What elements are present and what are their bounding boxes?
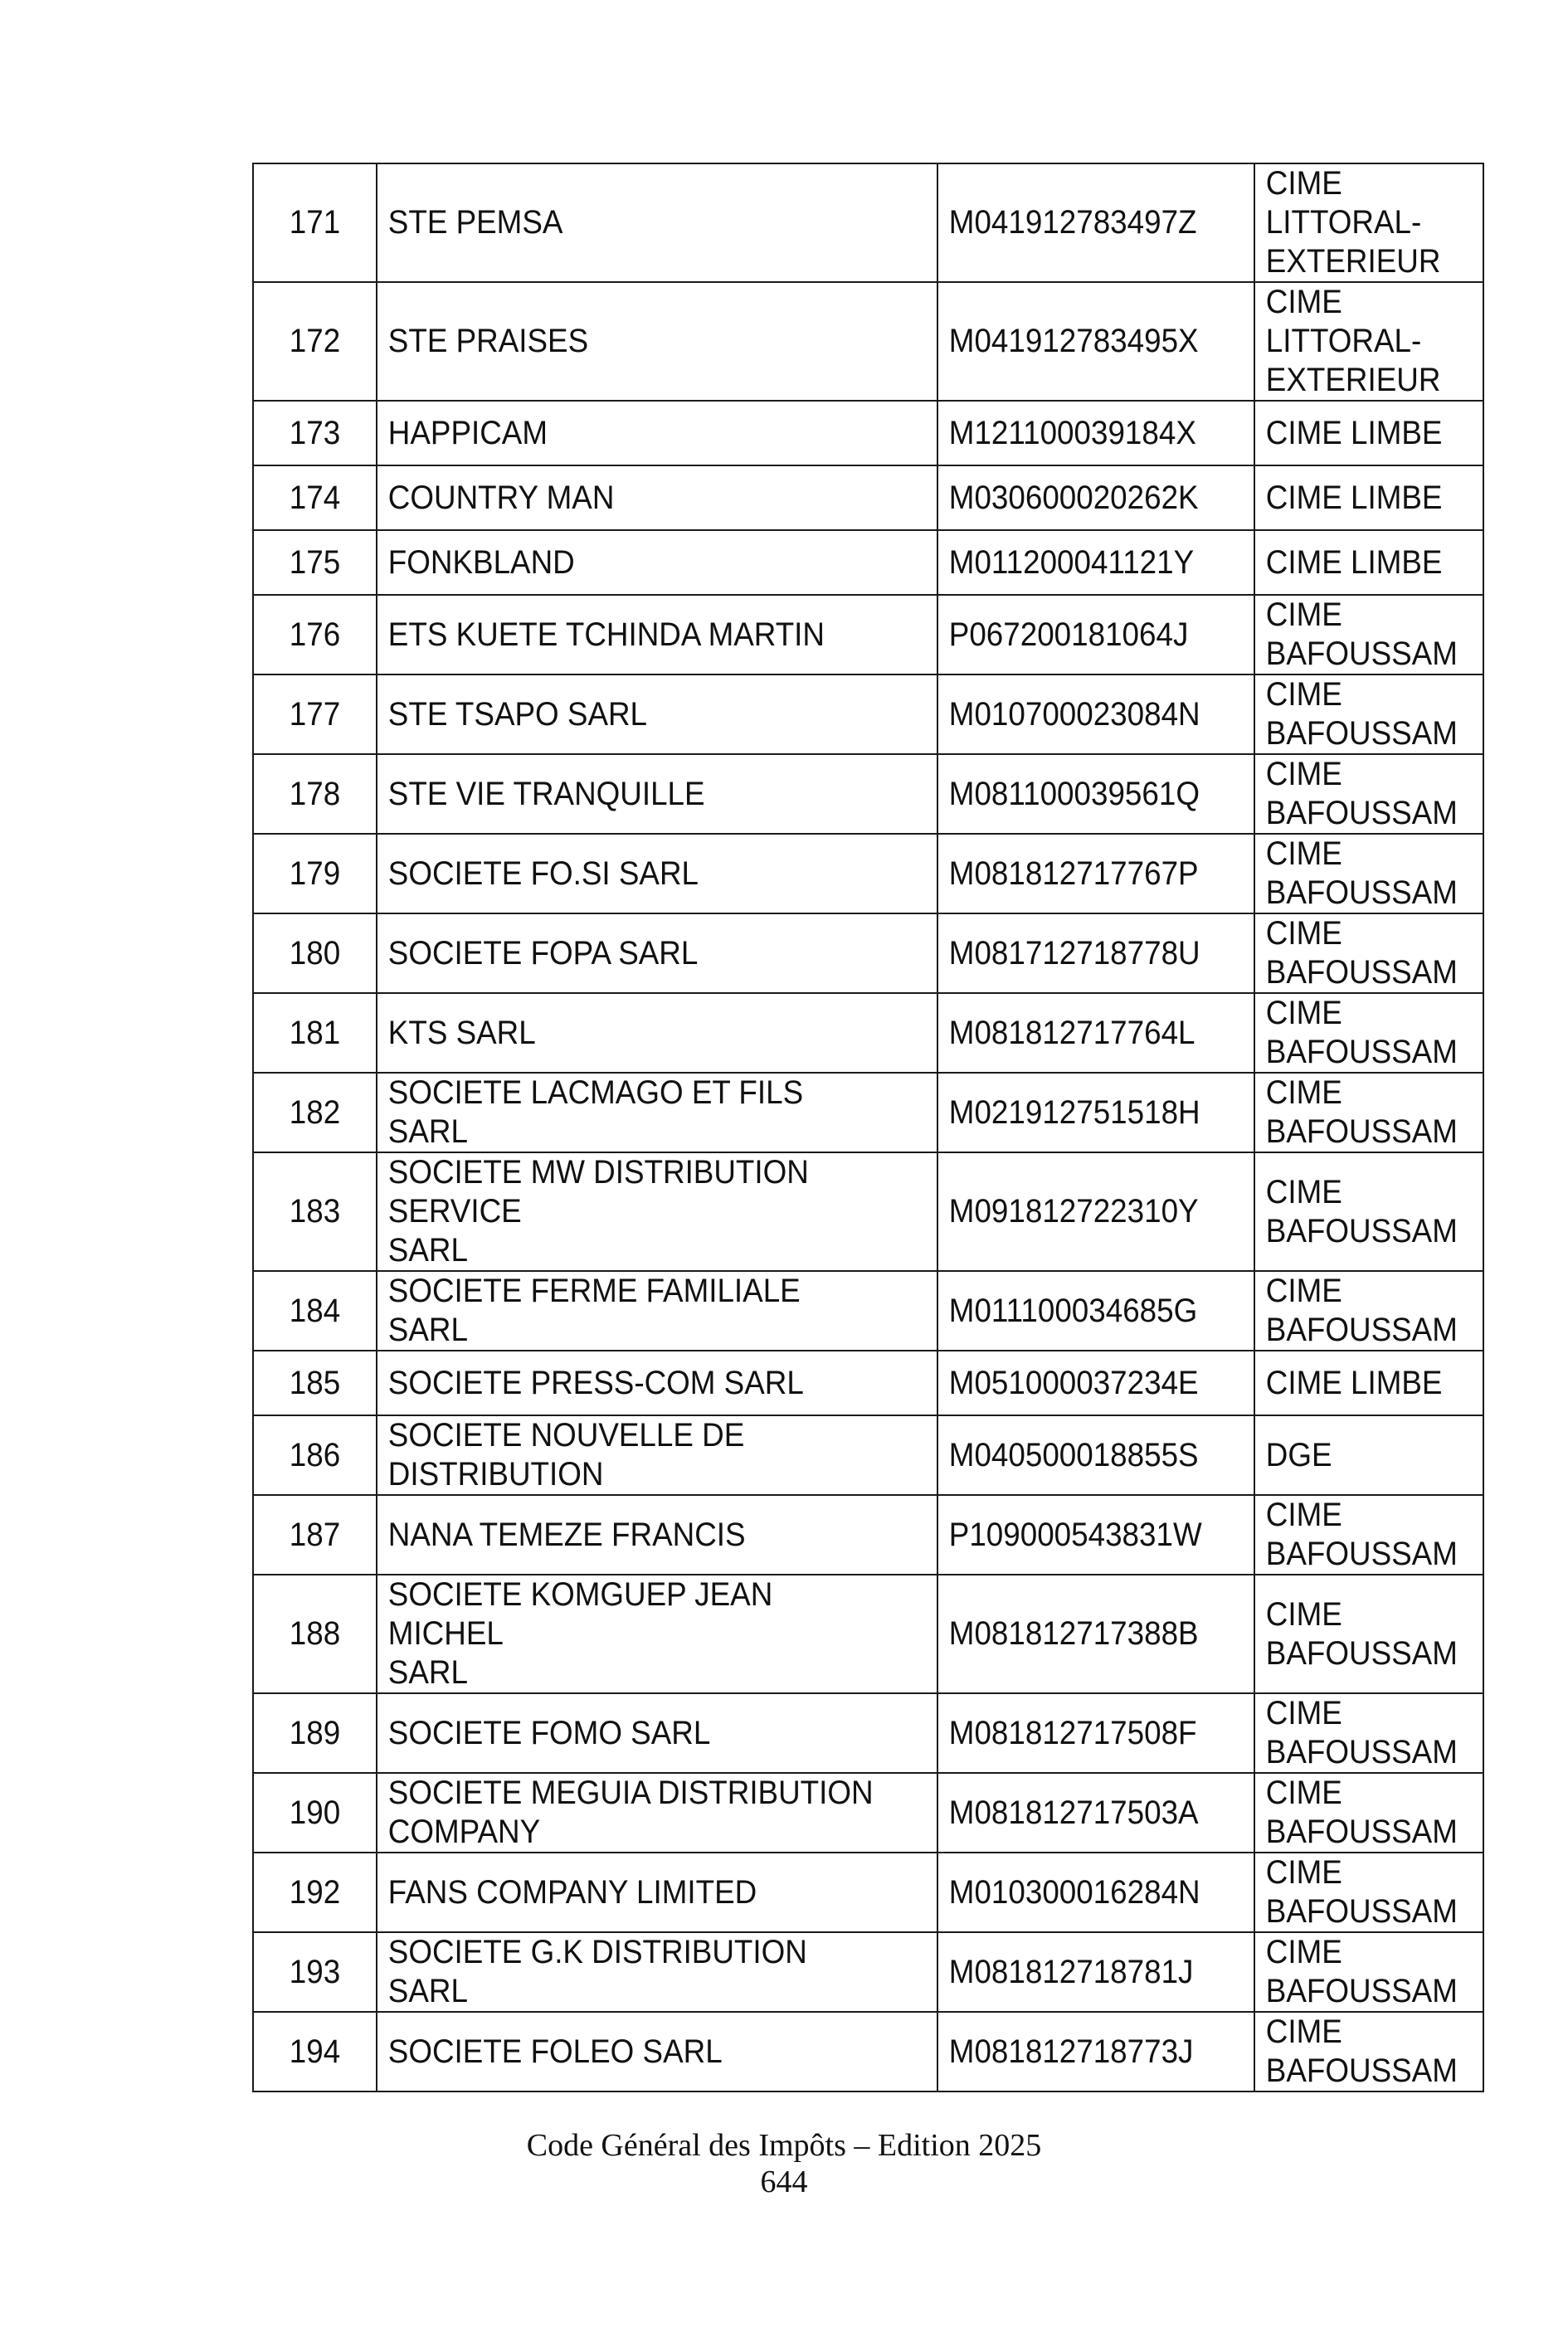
company-name-cell: NANA TEMEZE FRANCIS bbox=[377, 1495, 893, 1575]
company-name-cell: KTS SARL bbox=[377, 993, 893, 1073]
tax-id-cell: M081812718781J bbox=[937, 1932, 1229, 2012]
table-row bbox=[253, 2012, 1483, 2091]
company-name-cell: COUNTRY MAN bbox=[377, 465, 893, 530]
tax-centre-cell: DGE bbox=[1254, 1415, 1465, 1495]
tax-centre-cell: CIME BAFOUSSAM bbox=[1254, 1271, 1465, 1351]
row-number-cell: 177 bbox=[258, 674, 372, 754]
company-name-cell: SOCIETE FO.SI SARL bbox=[377, 834, 893, 913]
tax-centre-cell: CIME BAFOUSSAM bbox=[1254, 1932, 1465, 2012]
table-row bbox=[253, 1152, 1483, 1271]
company-name-cell: SOCIETE LACMAGO ET FILS SARL bbox=[377, 1073, 893, 1152]
table-row bbox=[253, 1351, 1483, 1415]
table-row bbox=[253, 1693, 1483, 1773]
tax-id-cell: M081100039561Q bbox=[937, 754, 1229, 834]
tax-centre-cell: CIME LITTORAL- EXTERIEUR bbox=[1254, 163, 1465, 282]
row-number-cell: 171 bbox=[258, 163, 372, 282]
company-name-cell: SOCIETE FOPA SARL bbox=[377, 913, 893, 993]
table-row bbox=[253, 913, 1483, 993]
tax-id-cell: P109000543831W bbox=[937, 1495, 1229, 1575]
table-row bbox=[253, 530, 1483, 595]
row-number-cell: 176 bbox=[258, 595, 372, 674]
tax-id-cell: M030600020262K bbox=[937, 465, 1229, 530]
table-row bbox=[253, 1495, 1483, 1575]
table-row bbox=[253, 1073, 1483, 1152]
tax-id-cell: M040500018855S bbox=[937, 1415, 1229, 1495]
tax-centre-cell: CIME BAFOUSSAM bbox=[1254, 993, 1465, 1073]
row-number-cell: 182 bbox=[258, 1073, 372, 1152]
company-name-cell: STE PRAISES bbox=[377, 282, 893, 401]
tax-id-cell: M041912783497Z bbox=[937, 163, 1229, 282]
company-name-cell: SOCIETE KOMGUEP JEAN MICHEL SARL bbox=[377, 1575, 893, 1693]
tax-centre-cell: CIME LIMBE bbox=[1254, 530, 1465, 595]
table-row bbox=[253, 674, 1483, 754]
tax-centre-cell: CIME BAFOUSSAM bbox=[1254, 595, 1465, 674]
company-name-cell: FANS COMPANY LIMITED bbox=[377, 1853, 893, 1932]
tax-centre-cell: CIME BAFOUSSAM bbox=[1254, 674, 1465, 754]
row-number-cell: 173 bbox=[258, 401, 372, 465]
tax-centre-cell: CIME LITTORAL- EXTERIEUR bbox=[1254, 282, 1465, 401]
row-number-cell: 192 bbox=[258, 1853, 372, 1932]
company-name-cell: STE VIE TRANQUILLE bbox=[377, 754, 893, 834]
row-number-cell: 172 bbox=[258, 282, 372, 401]
tax-centre-cell: CIME BAFOUSSAM bbox=[1254, 1152, 1465, 1271]
company-name-cell: ETS KUETE TCHINDA MARTIN bbox=[377, 595, 893, 674]
table-row bbox=[253, 834, 1483, 913]
tax-id-cell: M091812722310Y bbox=[937, 1152, 1229, 1271]
page-footer bbox=[0, 2127, 1568, 2200]
row-number-cell: 194 bbox=[258, 2012, 372, 2091]
row-number-cell: 186 bbox=[258, 1415, 372, 1495]
tax-id-cell: M011200041121Y bbox=[937, 530, 1229, 595]
tax-id-cell: M081812717508F bbox=[937, 1693, 1229, 1773]
table-row bbox=[253, 993, 1483, 1073]
tax-id-cell: M081812717503A bbox=[937, 1773, 1229, 1853]
taxpayer-table-container bbox=[252, 163, 1483, 2092]
row-number-cell: 190 bbox=[258, 1773, 372, 1853]
tax-id-cell: M081812718773J bbox=[937, 2012, 1229, 2091]
table-row bbox=[253, 1575, 1483, 1693]
taxpayer-table bbox=[252, 163, 1484, 2092]
table-row bbox=[253, 1932, 1483, 2012]
tax-centre-cell: CIME LIMBE bbox=[1254, 465, 1465, 530]
row-number-cell: 184 bbox=[258, 1271, 372, 1351]
tax-id-cell: M051000037234E bbox=[937, 1351, 1229, 1415]
tax-id-cell: P067200181064J bbox=[937, 595, 1229, 674]
company-name-cell: SOCIETE FOLEO SARL bbox=[377, 2012, 893, 2091]
tax-centre-cell: CIME BAFOUSSAM bbox=[1254, 1073, 1465, 1152]
tax-id-cell: M041912783495X bbox=[937, 282, 1229, 401]
tax-id-cell: M021912751518H bbox=[937, 1073, 1229, 1152]
row-number-cell: 181 bbox=[258, 993, 372, 1073]
company-name-cell: SOCIETE NOUVELLE DE DISTRIBUTION bbox=[377, 1415, 893, 1495]
table-row bbox=[253, 1271, 1483, 1351]
tax-centre-cell: CIME BAFOUSSAM bbox=[1254, 834, 1465, 913]
tax-id-cell: M081812717764L bbox=[937, 993, 1229, 1073]
company-name-cell: SOCIETE G.K DISTRIBUTION SARL bbox=[377, 1932, 893, 2012]
company-name-cell: HAPPICAM bbox=[377, 401, 893, 465]
tax-id-cell: M081712718778U bbox=[937, 913, 1229, 993]
tax-centre-cell: CIME BAFOUSSAM bbox=[1254, 2012, 1465, 2091]
company-name-cell: SOCIETE PRESS-COM SARL bbox=[377, 1351, 893, 1415]
row-number-cell: 188 bbox=[258, 1575, 372, 1693]
table-row bbox=[253, 1773, 1483, 1853]
table-row bbox=[253, 163, 1483, 282]
tax-id-cell: M011100034685G bbox=[937, 1271, 1229, 1351]
tax-id-cell: M010700023084N bbox=[937, 674, 1229, 754]
footer-title: Code Général des Impôts – Edition 2025 bbox=[526, 2128, 1042, 2163]
tax-centre-cell: CIME BAFOUSSAM bbox=[1254, 1773, 1465, 1853]
taxpayer-table-body bbox=[253, 163, 1483, 2091]
tax-centre-cell: CIME BAFOUSSAM bbox=[1254, 754, 1465, 834]
row-number-cell: 189 bbox=[258, 1693, 372, 1773]
tax-centre-cell: CIME BAFOUSSAM bbox=[1254, 913, 1465, 993]
tax-id-cell: M121100039184X bbox=[937, 401, 1229, 465]
table-row bbox=[253, 1415, 1483, 1495]
row-number-cell: 179 bbox=[258, 834, 372, 913]
row-number-cell: 183 bbox=[258, 1152, 372, 1271]
row-number-cell: 180 bbox=[258, 913, 372, 993]
row-number-cell: 175 bbox=[258, 530, 372, 595]
company-name-cell: STE PEMSA bbox=[377, 163, 893, 282]
company-name-cell: STE TSAPO SARL bbox=[377, 674, 893, 754]
company-name-cell: SOCIETE FOMO SARL bbox=[377, 1693, 893, 1773]
tax-centre-cell: CIME LIMBE bbox=[1254, 401, 1465, 465]
tax-centre-cell: CIME BAFOUSSAM bbox=[1254, 1495, 1465, 1575]
tax-centre-cell: CIME LIMBE bbox=[1254, 1351, 1465, 1415]
company-name-cell: FONKBLAND bbox=[377, 530, 893, 595]
table-row bbox=[253, 1853, 1483, 1932]
row-number-cell: 193 bbox=[258, 1932, 372, 2012]
row-number-cell: 178 bbox=[258, 754, 372, 834]
table-row bbox=[253, 595, 1483, 674]
row-number-cell: 185 bbox=[258, 1351, 372, 1415]
tax-id-cell: M010300016284N bbox=[937, 1853, 1229, 1932]
row-number-cell: 174 bbox=[258, 465, 372, 530]
tax-id-cell: M081812717388B bbox=[937, 1575, 1229, 1693]
table-row bbox=[253, 282, 1483, 401]
page-number: 644 bbox=[760, 2165, 808, 2199]
company-name-cell: SOCIETE FERME FAMILIALE SARL bbox=[377, 1271, 893, 1351]
tax-id-cell: M081812717767P bbox=[937, 834, 1229, 913]
tax-centre-cell: CIME BAFOUSSAM bbox=[1254, 1693, 1465, 1773]
table-row bbox=[253, 754, 1483, 834]
table-row bbox=[253, 401, 1483, 465]
company-name-cell: SOCIETE MEGUIA DISTRIBUTION COMPANY bbox=[377, 1773, 893, 1853]
company-name-cell: SOCIETE MW DISTRIBUTION SERVICE SARL bbox=[377, 1152, 893, 1271]
tax-centre-cell: CIME BAFOUSSAM bbox=[1254, 1853, 1465, 1932]
tax-centre-cell: CIME BAFOUSSAM bbox=[1254, 1575, 1465, 1693]
table-row bbox=[253, 465, 1483, 530]
row-number-cell: 187 bbox=[258, 1495, 372, 1575]
